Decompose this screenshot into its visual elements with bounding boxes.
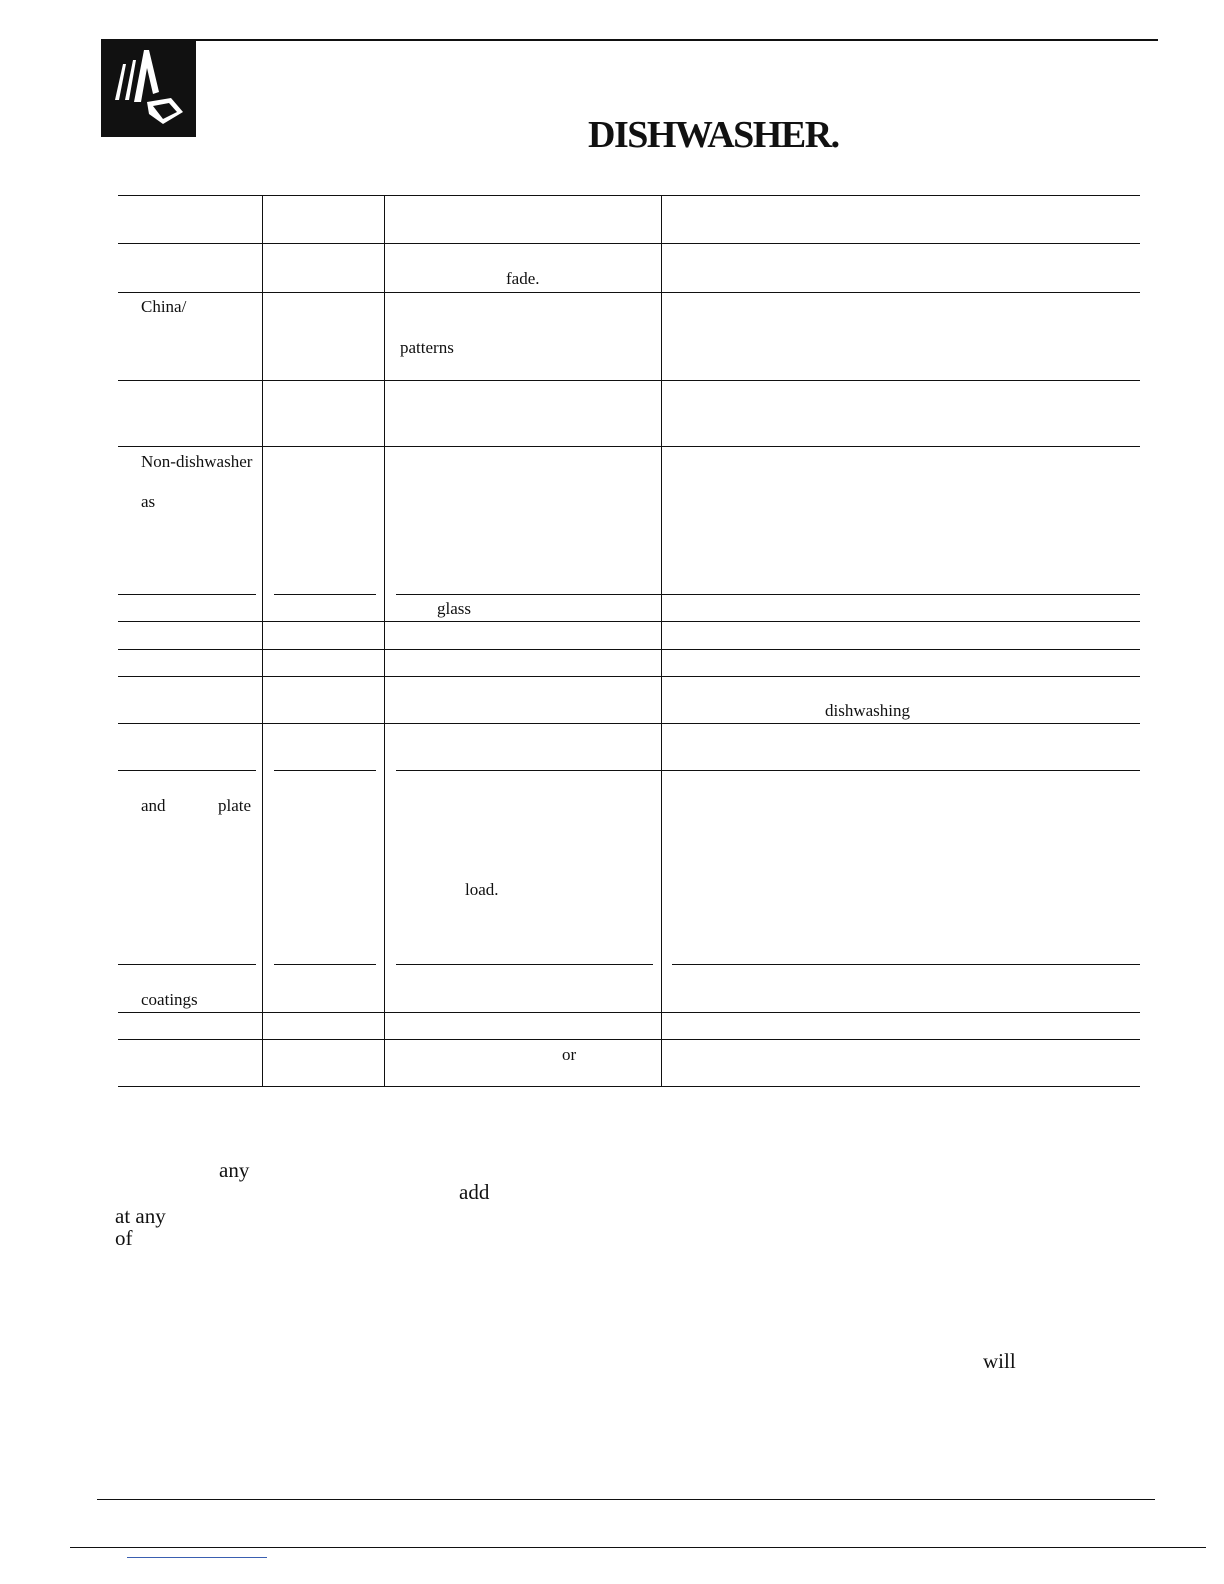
table-cell-text: coatings [141, 990, 198, 1009]
table-cell-text: as [141, 492, 156, 511]
table-rule [396, 964, 653, 965]
table-rule [396, 770, 1140, 771]
table-rule [672, 964, 1140, 965]
footer-rule [97, 1499, 1155, 1500]
table-rule [118, 723, 1140, 724]
table-cell-text: and [141, 796, 166, 815]
paragraph-text: any [219, 1158, 250, 1182]
table-cell-text: or [562, 1045, 577, 1064]
table-cell-text: Non-dishwasher [141, 452, 253, 471]
table-cell-text: fade. [506, 269, 540, 288]
paragraph-text: add [459, 1180, 490, 1204]
table-cell-text: glass [437, 599, 471, 618]
table-rule [118, 594, 256, 595]
table-column-rule [262, 195, 263, 1086]
footer-link-underline [127, 1557, 267, 1558]
hand-pressing-button-icon [101, 40, 196, 137]
paragraph-text: at any [115, 1204, 166, 1228]
table-cell-text: China/ [141, 297, 187, 316]
table-rule [118, 676, 1140, 677]
table-rule [118, 1039, 1140, 1040]
paragraph-text: will [983, 1349, 1016, 1373]
table-rule [274, 770, 376, 771]
table-cell-text: load. [465, 880, 499, 899]
table-rule [118, 649, 1140, 650]
logo-graphic [101, 40, 196, 137]
table-rule [118, 292, 1140, 293]
top-rule [101, 39, 1158, 41]
table-rule [118, 1012, 1140, 1013]
table-rule [118, 195, 1140, 196]
table-cell-text: patterns [400, 338, 454, 357]
table-column-rule [384, 195, 385, 1086]
paragraph-text: of [115, 1226, 133, 1250]
table-rule [274, 964, 376, 965]
page-title: DISHWASHER. [588, 114, 839, 156]
footer-rule [70, 1547, 1206, 1548]
table-rule [118, 964, 256, 965]
table-rule [118, 446, 1140, 447]
table-rule [118, 380, 1140, 381]
table-rule [274, 594, 376, 595]
table-cell-text: dishwashing [825, 701, 910, 720]
table-rule [118, 770, 256, 771]
table-cell-text: plate [218, 796, 252, 815]
table-rule [118, 621, 1140, 622]
table-rule [118, 1086, 1140, 1087]
table-column-rule [661, 195, 662, 1086]
table-rule [396, 594, 1140, 595]
table-rule [118, 243, 1140, 244]
